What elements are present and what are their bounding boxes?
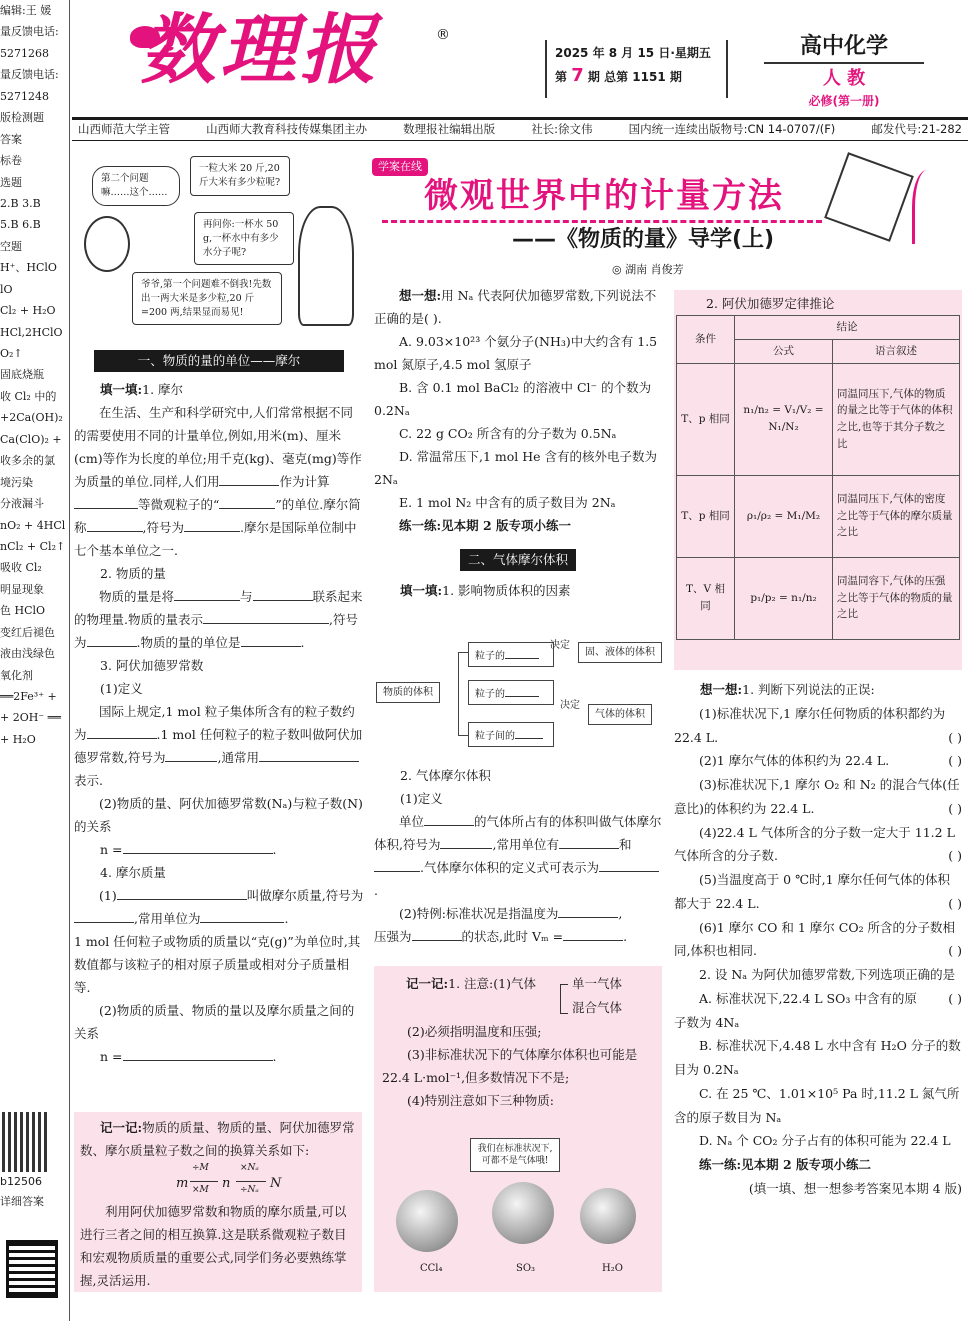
so3-face-icon	[492, 1182, 554, 1244]
q2-C: C. 在 25 ℃、1.01×10⁵ Pa 时,11.2 L 氮气所含的原子数目为 Nₐ	[674, 1085, 960, 1125]
strip-line: nCl₂ + Cl₂↑	[0, 539, 66, 553]
strip-line: 标卷	[0, 154, 22, 168]
fill-label: 填一填:	[100, 382, 143, 397]
strip-line: 吸收 Cl₂	[0, 561, 42, 575]
mast-item: 邮发代号:21-282	[871, 122, 962, 137]
subsection-gas-molar-volume: 2. 气体摩尔体积	[400, 768, 491, 783]
cartoon-area	[74, 150, 364, 340]
masthead-bar	[72, 117, 968, 141]
q2-D: D. Nₐ 个 CO₂ 分子占有的体积可能为 22.4 L	[699, 1133, 951, 1149]
gas-def-head: (1)定义	[400, 791, 443, 806]
diagram-number: 粒子的	[468, 642, 554, 667]
diagram-size: 粒子的	[468, 680, 554, 705]
note-box-1	[74, 1112, 362, 1292]
strip-line: + 2OH⁻ ══	[0, 711, 61, 725]
para-molar-mass-note: 1 mol 任何粒子或物质的质量以“克(g)”为单位时,其数值都与该粒子的相对原子质量或相对分子质量相等.	[74, 934, 361, 995]
issue-number: 第 7 期 总第 1151 期	[555, 65, 682, 86]
row-1-formula: n₁/n₂ = V₁/V₂ = N₁/N₂	[735, 363, 833, 475]
column-2	[374, 284, 662, 602]
diagram-result-gas: 气体的体积	[588, 704, 652, 725]
book-volume: 必修(第一册)	[808, 93, 880, 108]
strip-line: +2Ca(OH)₂	[0, 411, 63, 425]
strip-line: HCl,2HClO	[0, 325, 63, 339]
diagram-result-solid: 固、液体的体积	[578, 642, 662, 663]
note-box-2	[374, 966, 662, 1292]
strip-line: lO	[0, 282, 13, 296]
dice-icon	[824, 152, 914, 242]
think-1-C: C. 22 g CO₂ 所含有的分子数为 0.5Nₐ	[399, 426, 617, 441]
mast-item: 社长:徐文伟	[531, 122, 593, 137]
subsection-avogadro: 3. 阿伏加德罗常数	[100, 658, 204, 673]
row-1-condition: T、p 相同	[677, 363, 735, 475]
strip-line: 变红后褪色	[0, 625, 55, 639]
practice-1: 练一练:见本期 2 版专项小练一	[399, 518, 572, 533]
think-1-A: A. 9.03×10²³ 个氨分子(NH₃)中大约含有 1.5 mol 氮原子,4.5 mol 氢原子	[374, 334, 658, 372]
strip-line: 色 HClO	[0, 604, 46, 618]
judge-2: (2)1 摩尔气体的体积约为 22.4 L. ( )	[699, 753, 962, 769]
diagram-brace	[458, 652, 468, 736]
strip-line: 版检测题	[0, 111, 44, 125]
strip-line: 分液漏斗	[0, 497, 44, 511]
row-2-condition: T、p 相同	[677, 475, 735, 557]
strip-line: 空题	[0, 239, 22, 253]
note-1-para: 利用阿伏加德罗常数和物质的摩尔质量,可以进行三者之间的相互换算.这是联系微观粒子数目和宏观物质质量的重要公式,同学们务必要熟练掌握,灵活运用.	[80, 1204, 347, 1288]
strip-line: ══2Fe³⁺ +	[0, 690, 57, 703]
strip-line: 液由浅绿色	[0, 647, 55, 661]
strip-line: 选题	[0, 175, 22, 189]
column-1	[74, 344, 364, 1068]
para-molar-mass: (1) 叫做摩尔质量,符号为,常用单位为 .	[74, 884, 364, 930]
strip-line: O₂↑	[0, 347, 23, 360]
think-1-D: D. 常温常压下,1 mol He 含有的核外电子数为 2Nₐ	[374, 449, 658, 487]
strip-line: 收 Cl₂ 中的	[0, 389, 57, 403]
bubble-boy-thinking: 第二个问题嘛……这个……	[92, 166, 180, 206]
strip-footer-2: 详细答案	[0, 1195, 44, 1208]
note-2-d: (4)特别注意如下三种物质:	[407, 1093, 554, 1108]
issue-date: 2025 年 8 月 15 日·星期五	[555, 46, 711, 60]
row-3-statement: 同温同容下,气体的压强之比等于气体的物质的量之比	[833, 557, 960, 639]
boy-character-icon	[84, 216, 130, 272]
para-stp-2: 压强为 的状态,此时 Vₘ = .	[374, 929, 628, 944]
formula-n-N: n = .	[100, 842, 277, 857]
banner	[372, 154, 960, 282]
gas-mixed: 混合气体	[572, 1000, 623, 1015]
volume-factors: 填一填:1. 影响物质体积的因素	[400, 583, 571, 598]
inference-box	[674, 290, 962, 670]
strip-line: 明显现象	[0, 582, 44, 596]
label-so3: SO₃	[516, 1263, 536, 1274]
para-stp: (2)特例:标准状况是指温度为 ,	[399, 906, 623, 921]
subsection-mole: 1. 摩尔	[142, 382, 184, 397]
row-1-statement: 同温同压下,气体的物质的量之比等于气体的体积之比,也等于其分子数之比	[833, 363, 960, 475]
formula-n-m: n = .	[100, 1049, 277, 1064]
strip-line: 量反馈电话:	[0, 25, 59, 39]
think-1-question: 想一想:用 Nₐ 代表阿伏加德罗常数,下列说法不正确的是( ).	[374, 288, 657, 326]
volume-diagram	[374, 640, 664, 744]
newspaper-logo: 数理报	[140, 5, 380, 94]
think-1-E: E. 1 mol N₂ 中含有的质子数目为 2Nₐ	[399, 495, 616, 510]
row-3-condition: T、V 相同	[677, 557, 735, 639]
th-condition: 条件	[677, 316, 735, 364]
row-2-statement: 同温同压下,气体的密度之比等于气体的摩尔质量之比	[833, 475, 960, 557]
inference-title: 2. 阿伏加德罗定律推论	[706, 296, 835, 311]
judge-1: (1)标准状况下,1 摩尔任何物质的体积都约为22.4 L. ( )	[674, 705, 962, 745]
elder-character-icon	[298, 206, 354, 326]
author-line: ◎ 湖南 肖俊芳	[612, 263, 684, 276]
date-issue-box	[545, 40, 728, 98]
banner-tag: 学案在线	[372, 158, 428, 176]
strip-line: Ca(ClO)₂ +	[0, 432, 62, 446]
para-relation: (2)物质的量、阿伏加德罗常数(Nₐ)与粒子数(N)的关系	[74, 796, 363, 834]
bubble-elder-q2: 再问你:一杯水 50 g,一杯水中有多少水分子呢?	[194, 212, 294, 265]
section-2-title: 二、气体摩尔体积	[460, 549, 576, 571]
subject-title: 高中化学	[764, 34, 924, 64]
strip-line: Cl₂ + H₂O	[0, 304, 56, 318]
subject-block	[764, 34, 924, 108]
strip-line: + H₂O	[0, 732, 36, 746]
strip-line: 境污染	[0, 475, 33, 489]
strip-line: 2.B 3.B	[0, 196, 41, 210]
qr-code-2	[6, 1240, 58, 1298]
label-h2o: H₂O	[602, 1263, 623, 1274]
diagram-root: 物质的体积	[376, 682, 440, 703]
para-mass-relation: (2)物质的质量、物质的量以及摩尔质量之间的关系	[74, 1003, 355, 1041]
strip-line: 收多余的氯	[0, 454, 55, 468]
bubble-elder-q1: 一粒大米 20 斤,20 斤大米有多少粒呢?	[190, 156, 290, 196]
edition: 人 教	[822, 68, 866, 90]
subsection-molar-mass: 4. 摩尔质量	[100, 865, 166, 880]
gas-brace	[560, 984, 568, 1014]
inference-table	[676, 315, 960, 640]
judge-6: (6)1 摩尔 CO 和 1 摩尔 CO₂ 所含的分子数相同,体积也相同. ( )	[674, 919, 962, 959]
question-2: 2. 设 Nₐ 为阿伏加德罗常数,下列选项正确的是 ( )	[699, 967, 962, 1006]
q2-A: A. 标准状况下,22.4 L SO₃ 中含有的原子数为 4Nₐ	[674, 990, 917, 1030]
judge-4: (4)22.4 L 气体所含的分子数一定大于 11.2 L 气体所含的分子数. ( )	[674, 824, 962, 864]
decide-label-1: 决定	[550, 640, 570, 651]
mast-item: 山西师大教育科技传媒集团主办	[206, 122, 368, 137]
strip-footer-1: b12506	[0, 1175, 42, 1188]
strip-line: 固底烧瓶	[0, 368, 44, 382]
section-1-title: 一、物质的量的单位——摩尔	[94, 350, 344, 372]
qr-code-1	[2, 1112, 48, 1172]
para-avogadro: 国际上规定,1 mol 粒子集体所含有的粒子数约为 .1 mol 任何粒子的粒子数叫做阿伏加德罗常数,符号为 ,通常用表示.	[74, 704, 363, 788]
practice-2: 练一练:见本期 2 版专项小练二	[699, 1157, 872, 1172]
gas-single: 单一气体	[572, 976, 623, 991]
ccl4-face-icon	[396, 1190, 458, 1252]
strip-line: 5271248	[0, 89, 49, 103]
conversion-formula: m ÷M ×M n ×Nₐ ÷Nₐ N	[176, 1163, 282, 1195]
strip-line: 编辑:王 媛	[0, 4, 52, 17]
para-amount: 物质的量是将 与 联系起来的物理量.物质的量表示 ,符号为 .物质的量的单位是 .	[74, 589, 363, 650]
strip-line: nO₂ + 4HCl	[0, 518, 66, 532]
judge-5: (5)当温度高于 0 ℃时,1 摩尔任何气体的体积都大于 22.4 L. ( )	[674, 872, 962, 911]
para-gas-def: 单位 的气体所占有的体积叫做气体摩尔体积,符号为 ,常用单位有 和.气体摩尔体积的定义式可表示为.	[374, 814, 662, 898]
strip-line: 5.B 6.B	[0, 218, 41, 232]
strip-line: 答案	[0, 132, 22, 146]
banner-rule	[382, 220, 822, 223]
think-2-question: 想一想:1. 判断下列说法的正误:	[700, 682, 875, 697]
note-2-b: (2)必须指明温度和压强;	[407, 1024, 542, 1039]
th-formula: 公式	[735, 339, 833, 363]
avogadro-def-head: (1)定义	[100, 681, 143, 696]
label-ccl4: CCl₄	[420, 1263, 443, 1274]
bubble-boy-answer: 爷爷,第一个问题难不倒我!先数出一两大米是多少粒,20 斤=200 两,结果显而易见!	[132, 272, 282, 325]
scroll-bubble: 我们在标准状况下,可都不是气体哦!	[470, 1138, 560, 1172]
diagram-distance: 粒子间的	[468, 722, 554, 747]
strip-line: 5271268	[0, 46, 49, 60]
stick-figure-icon	[912, 170, 942, 244]
q2-B: B. 标准状况下,4.48 L 水中含有 H₂O 分子的数目为 0.2Nₐ	[674, 1038, 961, 1077]
note-2-c: (3)非标准状况下的气体摩尔体积也可能是22.4 L·mol⁻¹,但多数情况下不是;	[382, 1047, 638, 1085]
mast-item: 国内统一连续出版物号:CN 14-0707/(F)	[628, 122, 836, 137]
decide-label-2: 决定	[560, 700, 580, 711]
mast-item: 数理报社编辑出版	[403, 122, 496, 137]
think-1-B: B. 含 0.1 mol BaCl₂ 的溶液中 Cl⁻ 的个数为 0.2Nₐ	[374, 380, 652, 418]
banner-subtitle: ——《物质的量》导学(上)	[512, 227, 775, 252]
h2o-face-icon	[580, 1188, 636, 1244]
th-statement: 语言叙述	[833, 339, 960, 363]
column-3	[674, 678, 962, 1201]
strip-line: 氧化剂	[0, 668, 33, 682]
row-3-formula: p₁/p₂ = n₁/n₂	[735, 557, 833, 639]
strip-line: 量反馈电话:	[0, 68, 59, 82]
note-2-a: 记一记:1. 注意:(1)气体 单一气体 混合气体	[382, 972, 654, 1020]
judge-3: (3)标准状况下,1 摩尔 O₂ 和 N₂ 的混合气体(任意比)的体积约为 22.4 L. ( )	[674, 777, 962, 816]
mast-item: 山西师范大学主管	[78, 122, 170, 137]
note-1-text: 记一记:物质的质量、物质的量、阿伏加德罗常数、摩尔质量粒子数之间的换算关系如下:	[80, 1120, 355, 1158]
banner-title: 微观世界中的计量方法	[424, 176, 784, 216]
strip-line: H⁺、HClO	[0, 261, 57, 275]
row-2-formula: ρ₁/ρ₂ = M₁/M₂	[735, 475, 833, 557]
subsection-amount: 2. 物质的量	[100, 566, 166, 581]
th-conclusion: 结论	[735, 316, 960, 340]
column-2b	[374, 764, 662, 948]
answer-note: (填一填、想一想参考答案见本期 4 版)	[748, 1180, 962, 1196]
registered-mark: ®	[436, 27, 450, 43]
para-mole: 在生活、生产和科学研究中,人们常常根据不同的需要使用不同的计量单位,例如,用米(m)、厘米(cm)等作为长度的单位;用千克(kg)、毫克(mg)等作为质量的单位.同样,人们用 作为计算等微观粒子的“ ”的单位.摩尔简称 ,符号为 .摩尔是国际单位制中七个基本单位之一.	[74, 405, 362, 558]
